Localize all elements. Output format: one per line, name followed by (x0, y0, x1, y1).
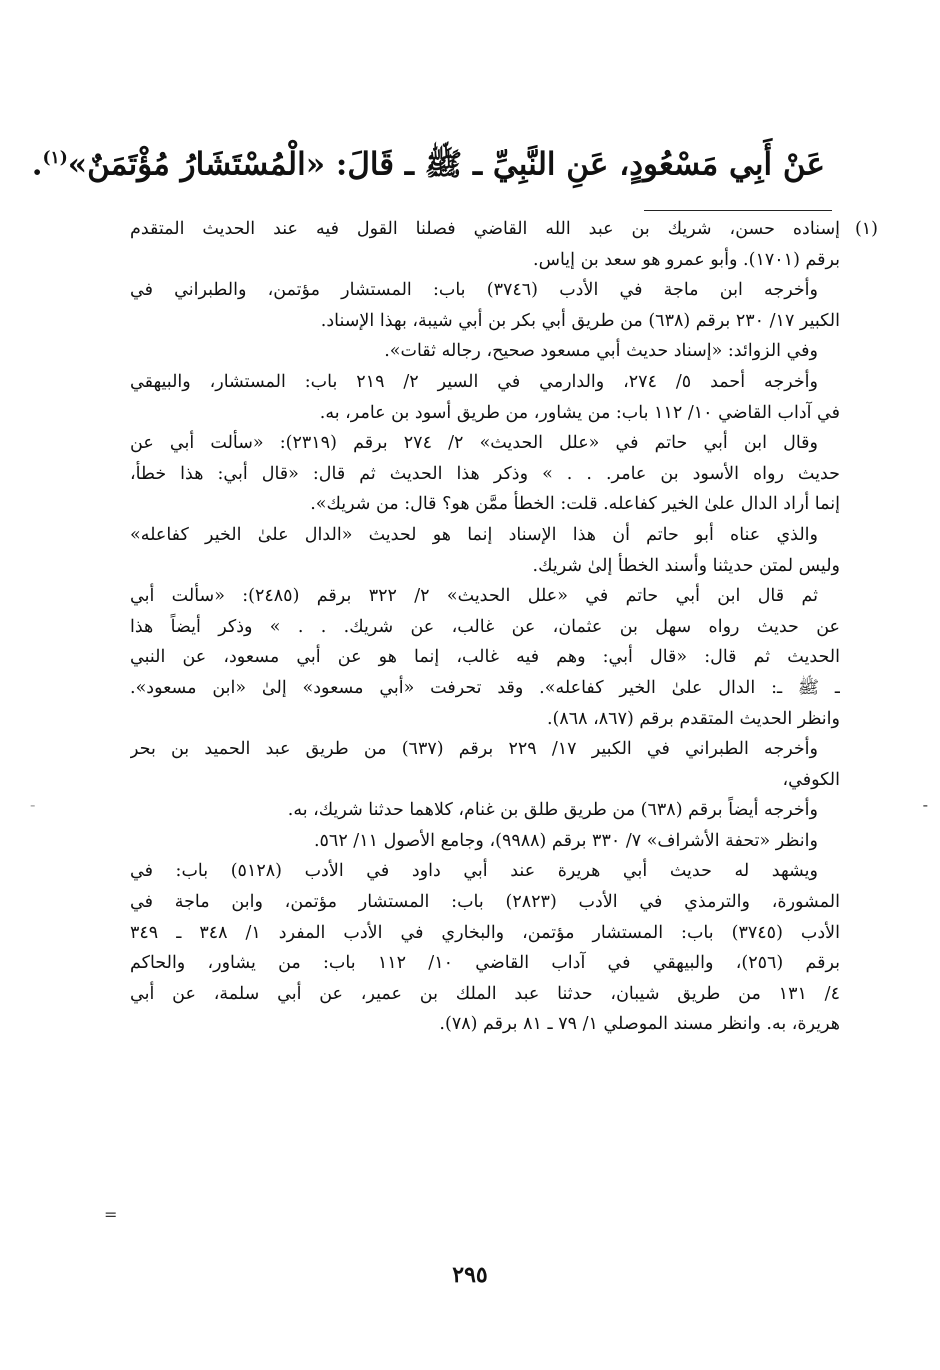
margin-mark-left-faint: - (30, 795, 36, 814)
footnote-block (130, 214, 878, 1040)
page-number: ٢٩٥ (452, 1262, 488, 1288)
hadith-end-punct: . (31, 146, 43, 183)
hadith-text (31, 130, 825, 192)
footnote-line: برقم (٢٥٦)، والبيهقي في آداب القاضي ١٠/ ١١٢ باب: من يشاور، والحاكم (130, 953, 840, 974)
footnote-line: وفي الزوائد: «إسناد حديث أبي مسعود صحيح، رجاله ثقات». (384, 341, 818, 362)
footnote-line: وأخرجه أحمد ٥/ ٢٧٤، والدارمي في السير ٢/ ٢١٩ باب: المستشار، والبيهقي (130, 371, 818, 392)
footnote-line: وانظر الحديث المتقدم برقم (٨٦٧، ٨٦٨). (546, 708, 840, 729)
footnote-line: في آداب القاضي ١٠/ ١١٢ باب: من يشاور، من طريق أسود بن عامر، به. (319, 402, 840, 423)
footnote-line: وليس لمتن حديثنا وأسند الخطأ إلىٰ شريك. (532, 555, 840, 576)
footnote-line: إسناده حسن، شريك بن عبد الله القاضي فصلنا القول فيه عند الحديث المتقدم (130, 219, 840, 239)
footnote-line: برقم (١٧٠١). وأبو عمرو هو سعد بن إياس. (533, 249, 840, 270)
footnote-line: الكبير ١٧/ ٢٣٠ برقم (٦٣٨) من طريق أبي بكر بن أبي شيبة، بهذا الإسناد. (320, 310, 840, 331)
footnote-line: حديث رواه الأسود بن عامر. . . » وذكر هذا الحديث ثم قال: «قال أبي: هذا خطأ، (130, 463, 840, 484)
margin-mark-right: - (922, 795, 928, 814)
footnote-line: وأخرجه أيضاً برقم (٦٣٨) من طريق طلق بن غنام، كلاهما حدثنا شريك، به. (287, 800, 818, 821)
hadith-main: عَنْ أَبِي مَسْعُودٍ، عَنِ النَّبِيِّ ـ ﷺ ـ قَالَ: «الْمُسْتَشَارُ مُؤْتَمَنٌ» (67, 146, 825, 183)
footnote-line: إنما أراد الدال علىٰ الخير كفاعله. قلت: الخطأ ممَّن هو؟ قال: من شريك». (310, 494, 840, 515)
footnote-reference[interactable]: (١) (42, 148, 68, 168)
footnote-line: المشورة، والترمذي في الأدب (٢٨٢٣) باب: المستشار مؤتمن، وابن ماجة في (130, 892, 840, 913)
footnote-line: عن حديث رواه سهل بن عثمان، عن غالب، عن شريك. . . » وذكر أيضاً هذا (130, 616, 840, 637)
footnote-line: هريرة، به. وانظر مسند الموصلي ١/ ٧٩ ـ ٨١ برقم (٧٨). (439, 1014, 840, 1035)
footnote-line: ويشهد له حديث أبي هريرة عند أبي داود في الأدب (٥١٢٨) باب: في (130, 861, 818, 882)
footnote-line: وأخرجه ابن ماجة في الأدب (٣٧٤٦) باب: المستشار مؤتمن، والطبراني في (130, 280, 818, 301)
footnote-line: ـ ﷺ ـ: الدال علىٰ الخير كفاعله». وقد تحرفت «أبي مسعود» إلىٰ «ابن مسعود». (130, 677, 840, 698)
footnote-number: (١) (854, 219, 878, 239)
footnote-line: وأخرجه الطبراني في الكبير ١٧/ ٢٢٩ برقم (٦٣٧) من طريق عبد الحميد بن بحر (130, 739, 818, 760)
footnote-line: الكوفي، (782, 769, 840, 790)
footnote-line: وانظر «تحفة الأشراف» ٧/ ٣٣٠ برقم (٩٩٨٨)، وجامع الأصول ١١/ ٥٦٢. (313, 830, 818, 851)
footnote-line: ثم قال ابن أبي حاتم في «علل الحديث» ٢/ ٣٢٢ برقم (٢٤٨٥): «سألت أبي (130, 586, 818, 607)
footnote-line: الأدب (٣٧٤٥) باب: المستشار مؤتمن، والبخاري في الأدب المفرد ١/ ٣٤٨ ـ ٣٤٩ (130, 922, 840, 943)
margin-mark-left: = (104, 1205, 118, 1224)
footnote-divider (644, 210, 832, 211)
footnote-line: الحديث ثم قال: «قال أبي: وهم فيه غالب، إنما هو عن أبي مسعود، عن النبي (130, 647, 840, 668)
footnote-line: ٤/ ١٣١ من طريق شيبان، حدثنا عبد الملك بن عمير، عن أبي سلمة، عن أبي (130, 983, 840, 1004)
footnote-line: والذي عناه أبو حاتم أن هذا الإسناد إنما هو لحديث «الدال علىٰ الخير كفاعله» (130, 524, 818, 545)
footnote-line: وقال ابن أبي حاتم في «علل الحديث» ٢/ ٢٧٤ برقم (٢٣١٩): «سألت أبي عن (130, 433, 818, 454)
